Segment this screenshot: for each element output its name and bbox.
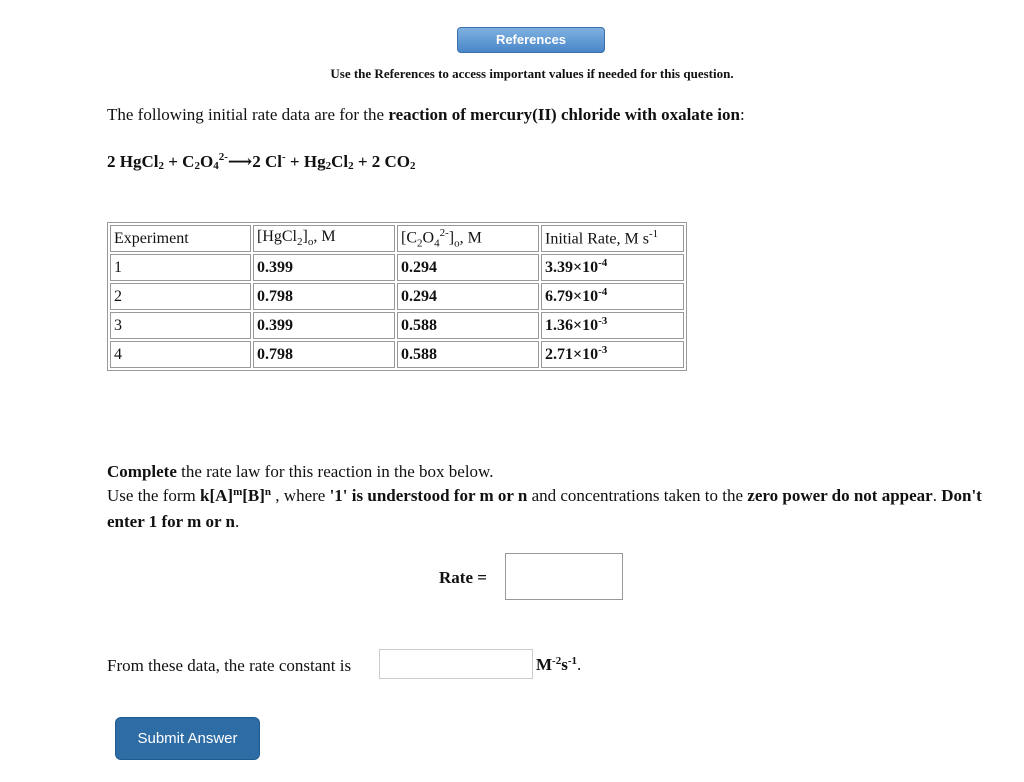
cell-hgcl2: 0.399 <box>253 312 395 339</box>
table-header-row <box>110 225 684 252</box>
cell-experiment: 2 <box>110 283 251 310</box>
reaction-equation <box>107 152 416 172</box>
rate-exponent: -3 <box>598 314 608 327</box>
cell-c2o4: 0.588 <box>397 312 539 339</box>
eq-sub: 2 <box>158 160 164 172</box>
eq-sup: 2- <box>218 151 228 163</box>
header-sub: 4 <box>434 237 440 250</box>
cell-c2o4: 0.294 <box>397 283 539 310</box>
rate-constant-units <box>536 655 581 675</box>
header-initial-rate <box>541 225 684 252</box>
rate-exponent: -4 <box>598 256 608 269</box>
header-sub: o <box>454 237 460 250</box>
eq-part: + C <box>163 152 195 171</box>
intro-end: : <box>739 105 745 124</box>
instr-text: the rate law for this reaction in the box below. <box>176 462 494 481</box>
rate-data-table <box>107 222 687 371</box>
eq-part: + 2 CO <box>353 152 411 171</box>
eq-sup: - <box>281 151 286 163</box>
header-sub: 2 <box>297 236 303 249</box>
eq-sub: 2 <box>410 160 416 172</box>
cell-rate <box>541 283 684 310</box>
eq-sub: 2 <box>194 160 200 172</box>
table-row <box>110 254 684 281</box>
eq-part: O <box>199 152 214 171</box>
cell-rate <box>541 341 684 368</box>
header-text: , M <box>459 229 482 247</box>
header-text: Initial Rate, M s <box>545 230 649 248</box>
instr-form-sup: m <box>233 486 243 498</box>
table-row <box>110 283 684 310</box>
submit-answer-button[interactable]: Submit Answer <box>115 717 260 760</box>
header-sup: -1 <box>648 228 659 241</box>
rate-exponent: -3 <box>598 343 608 356</box>
instr-text: . <box>234 512 240 531</box>
instructions-line2 <box>107 484 987 534</box>
header-hgcl2 <box>253 225 395 252</box>
instr-text: Use the form <box>107 486 201 505</box>
rate-mantissa: 3.39×10 <box>545 258 599 276</box>
instr-form: k[A] <box>200 486 234 505</box>
cell-c2o4: 0.588 <box>397 341 539 368</box>
eq-part: + Hg <box>285 152 326 171</box>
unit-text: M <box>536 655 553 674</box>
rate-mantissa: 6.79×10 <box>545 287 599 305</box>
question-intro <box>107 105 745 125</box>
unit-text: s <box>561 655 568 674</box>
instr-form: [B] <box>242 486 265 505</box>
instr-bold: Don't enter 1 for m or n <box>107 486 982 531</box>
instr-text: . <box>932 486 942 505</box>
rate-constant-label: From these data, the rate constant is <box>107 656 352 675</box>
instr-bold: '1' is understood for m or n <box>329 486 528 505</box>
eq-sub: 2 <box>348 160 354 172</box>
header-text: ] <box>302 228 308 246</box>
table-row <box>110 312 684 339</box>
header-text: , M <box>313 228 336 246</box>
header-text: O <box>422 229 435 247</box>
cell-experiment: 3 <box>110 312 251 339</box>
eq-part: 2 HgCl <box>107 152 159 171</box>
references-button[interactable]: References <box>457 27 605 53</box>
instr-form-sup: n <box>264 486 272 498</box>
eq-sub: 4 <box>213 160 219 172</box>
rate-label: Rate = <box>439 568 487 587</box>
header-text: [HgCl <box>257 228 297 246</box>
intro-text: The following initial rate data are for the <box>107 105 389 124</box>
intro-reaction-name: reaction of mercury(II) chloride with oxalate ion <box>388 105 740 124</box>
rate-mantissa: 1.36×10 <box>545 316 599 334</box>
header-c2o4 <box>397 225 539 252</box>
cell-hgcl2: 0.399 <box>253 254 395 281</box>
cell-experiment: 1 <box>110 254 251 281</box>
cell-rate <box>541 312 684 339</box>
header-text: [C <box>401 229 417 247</box>
rate-law-input[interactable] <box>505 553 623 600</box>
cell-rate <box>541 254 684 281</box>
rate-mantissa: 2.71×10 <box>545 345 599 363</box>
cell-hgcl2: 0.798 <box>253 341 395 368</box>
unit-text: . <box>577 655 582 674</box>
eq-part: Cl <box>331 152 349 171</box>
reaction-arrow-icon: ⟶ <box>227 152 253 171</box>
header-sub: o <box>307 236 314 249</box>
references-note: Use the References to access important values if needed for this question. <box>330 66 734 81</box>
table-row <box>110 341 684 368</box>
header-sup: 2- <box>439 227 449 240</box>
instr-bold: zero power do not appear <box>747 486 933 505</box>
instr-bold: Complete <box>107 462 177 481</box>
eq-sub: 2 <box>325 160 332 172</box>
cell-c2o4: 0.294 <box>397 254 539 281</box>
rate-exponent: -4 <box>598 285 608 298</box>
instr-text: and concentrations taken to the <box>527 486 748 505</box>
unit-sup: -2 <box>552 655 562 667</box>
header-sub: 2 <box>417 237 423 250</box>
instr-text: , where <box>271 486 330 505</box>
eq-part: 2 Cl <box>252 152 282 171</box>
header-experiment: Experiment <box>110 225 251 252</box>
instructions-line1 <box>107 460 987 484</box>
unit-sup: -1 <box>567 655 578 667</box>
cell-hgcl2: 0.798 <box>253 283 395 310</box>
instructions <box>107 460 987 534</box>
header-text: ] <box>448 229 455 247</box>
cell-experiment: 4 <box>110 341 251 368</box>
rate-constant-input[interactable] <box>379 649 533 679</box>
